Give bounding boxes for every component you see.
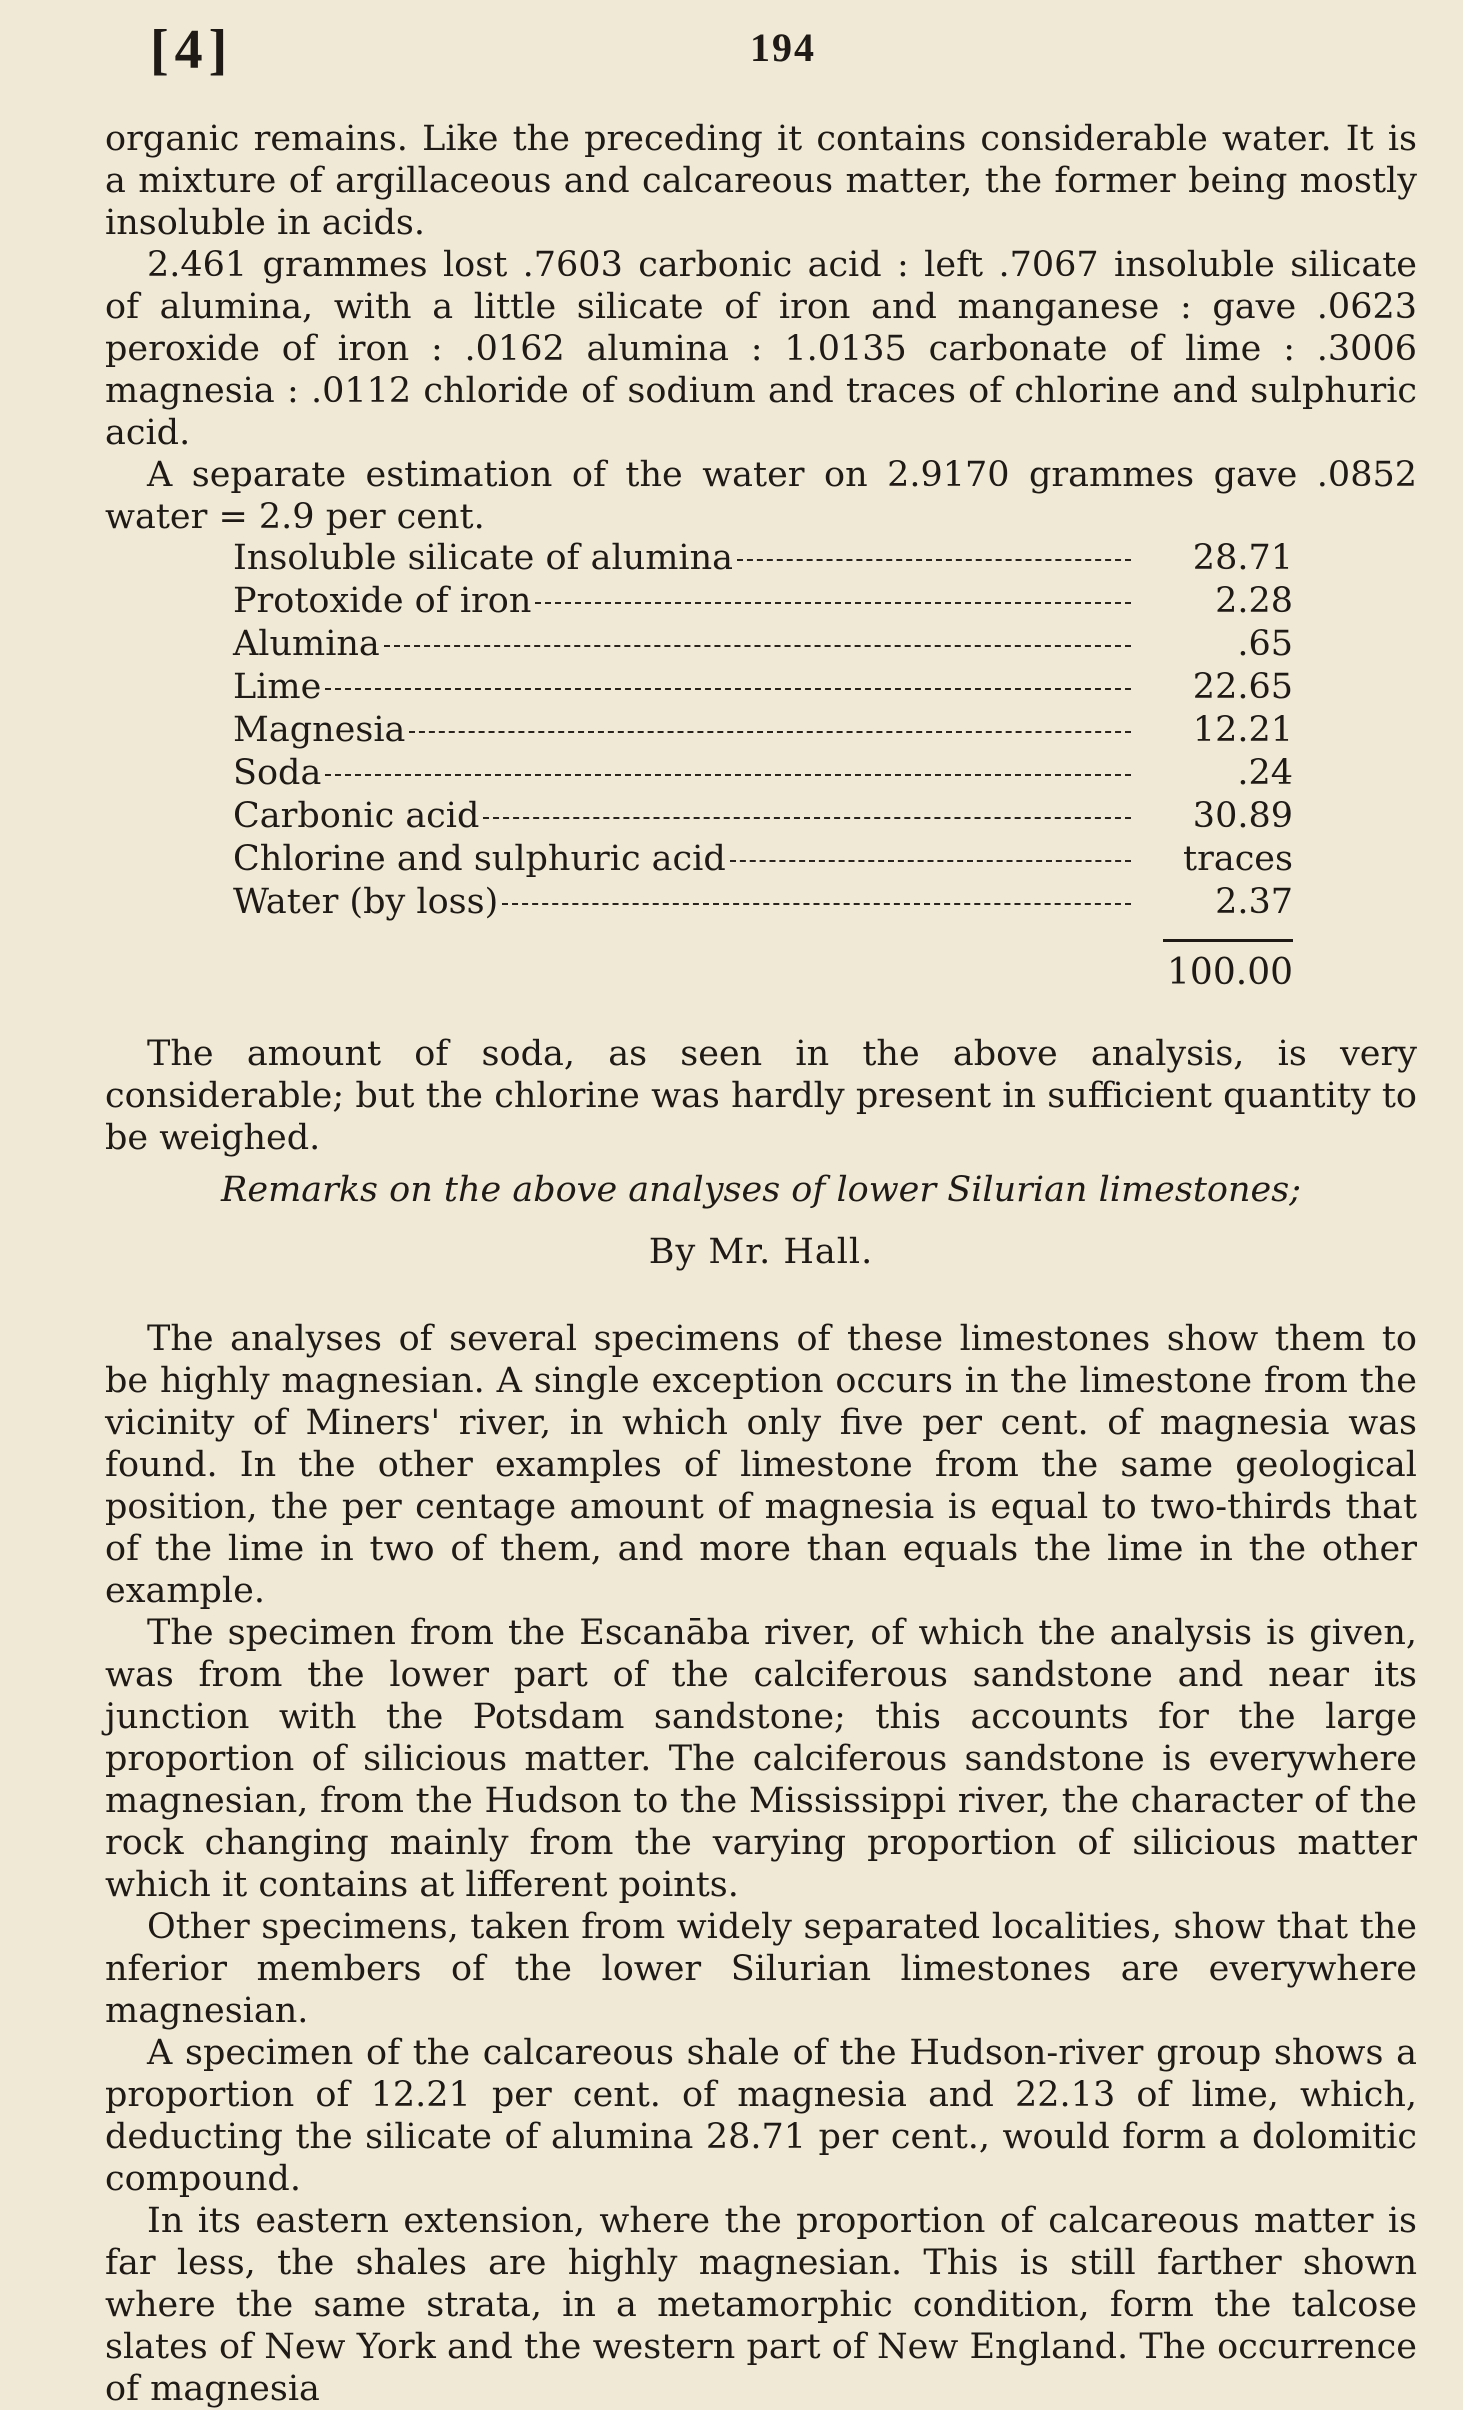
row-value: 2.28 bbox=[1215, 581, 1293, 621]
table-row bbox=[233, 839, 1293, 882]
dot-leader bbox=[409, 731, 1131, 733]
dot-leader bbox=[737, 559, 1131, 561]
row-value: 22.65 bbox=[1192, 667, 1293, 707]
row-label: Chlorine and sulphuric acid bbox=[233, 839, 726, 879]
row-value: 28.71 bbox=[1192, 538, 1293, 578]
row-value: 12.21 bbox=[1192, 710, 1293, 750]
dot-leader bbox=[535, 602, 1131, 604]
row-label: Alumina bbox=[233, 624, 380, 664]
table-row bbox=[233, 581, 1293, 624]
table-row bbox=[233, 624, 1293, 667]
section-title: Remarks on the above analyses of lower Silurian limestones; bbox=[221, 1170, 1301, 1210]
row-label: Insoluble silicate of alumina bbox=[233, 538, 734, 578]
row-label: Carbonic acid bbox=[233, 796, 480, 836]
remarks-paragraph-2: The specimen from the Escanāba river, of which the analysis is given, was from the lower part of the calciferous sandstone and near its junction with the Potsdam sandstone; this accounts for the large proportion of silicious matter. The calciferous sandstone is everywhere magnesian, from the Hudson to the Mississippi river, the character of the rock changing mainly from the varying proportion of silicious matter which it contains at lifferent points. bbox=[105, 1613, 1417, 1905]
row-label: Magnesia bbox=[233, 710, 406, 750]
table-row bbox=[233, 710, 1293, 753]
row-label: Lime bbox=[233, 667, 322, 707]
analysis-table bbox=[233, 538, 1293, 993]
remarks-paragraph-3: Other specimens, taken from widely separated localities, show that the nferior members of the lower Silurian limestones are everywhere magnesian. bbox=[105, 1907, 1417, 2031]
remarks-text bbox=[105, 1318, 1417, 2410]
after-table-text bbox=[105, 1033, 1417, 1159]
row-value: traces bbox=[1183, 839, 1293, 879]
remarks-paragraph-4: A specimen of the calcareous shale of the Hudson-river group shows a proportion of 12.21 per cent. of magnesia and 22.13 of lime, which, deducting the silicate of alumina 28.71 per cent., would form a dolomitic compound. bbox=[105, 2033, 1417, 2199]
intro-text bbox=[105, 118, 1417, 538]
total-row bbox=[233, 952, 1293, 993]
intro-paragraph-3: A separate estimation of the water on 2.9170 grammes gave .0852 water = 2.9 per cent. bbox=[105, 455, 1417, 537]
after-table-paragraph: The amount of soda, as seen in the above analysis, is very considerable; but the chlorine was hardly present in sufficient quantity to be weighed. bbox=[105, 1034, 1417, 1158]
total-rule bbox=[1163, 939, 1293, 942]
row-value: 2.37 bbox=[1215, 882, 1293, 922]
row-label: Soda bbox=[233, 753, 322, 793]
intro-paragraph-1: organic remains. Like the preceding it contains considerable water. It is a mixture of argillaceous and calcareous matter, the former being mostly insoluble in acids. bbox=[105, 119, 1417, 243]
table-row bbox=[233, 796, 1293, 839]
row-value: .24 bbox=[1237, 753, 1293, 793]
remarks-paragraph-5: In its eastern extension, where the proportion of calcareous matter is far less, the shales are highly magnesian. This is still farther shown where the same strata, in a metamorphic condition, form the talcose slates of New York and the western part of New England. The occurrence of magnesia bbox=[105, 2201, 1417, 2409]
row-value: .65 bbox=[1237, 624, 1293, 664]
table-row bbox=[233, 538, 1293, 581]
dot-leader bbox=[325, 774, 1131, 776]
dot-leader bbox=[502, 903, 1131, 905]
table-row bbox=[233, 882, 1293, 925]
row-label: Water (by loss) bbox=[233, 882, 499, 922]
table-row bbox=[233, 667, 1293, 710]
row-label: Protoxide of iron bbox=[233, 581, 532, 621]
dot-leader bbox=[730, 860, 1131, 862]
page-header bbox=[150, 18, 1330, 88]
section-marker: [4] bbox=[150, 19, 234, 81]
section-author: By Mr. Hall. bbox=[648, 1232, 874, 1272]
row-value: 30.89 bbox=[1192, 796, 1293, 836]
dot-leader bbox=[325, 688, 1131, 690]
total-value: 100.00 bbox=[1167, 952, 1293, 993]
dot-leader bbox=[384, 645, 1131, 647]
intro-paragraph-2: 2.461 grammes lost .7603 carbonic acid : left .7067 insoluble silicate of alumina, with a little silicate of iron and manganese : gave .0623 peroxide of iron : .0162 alumina : 1.0135 carbonate of lime : .3006 magnesia : .0112 chloride of sodium and traces of chlorine and sulphuric acid. bbox=[105, 245, 1417, 453]
remarks-paragraph-1: The analyses of several specimens of these limestones show them to be highly magnesian. A single exception occurs in the limestone from the vicinity of Miners' river, in which only five per cent. of magnesia was found. In the other examples of limestone from the same geological position, the per centage amount of magnesia is equal to two-thirds that of the lime in two of them, and more than equals the lime in the other example. bbox=[105, 1319, 1417, 1611]
dot-leader bbox=[483, 817, 1131, 819]
table-row bbox=[233, 753, 1293, 796]
page-number: 194 bbox=[750, 25, 816, 70]
